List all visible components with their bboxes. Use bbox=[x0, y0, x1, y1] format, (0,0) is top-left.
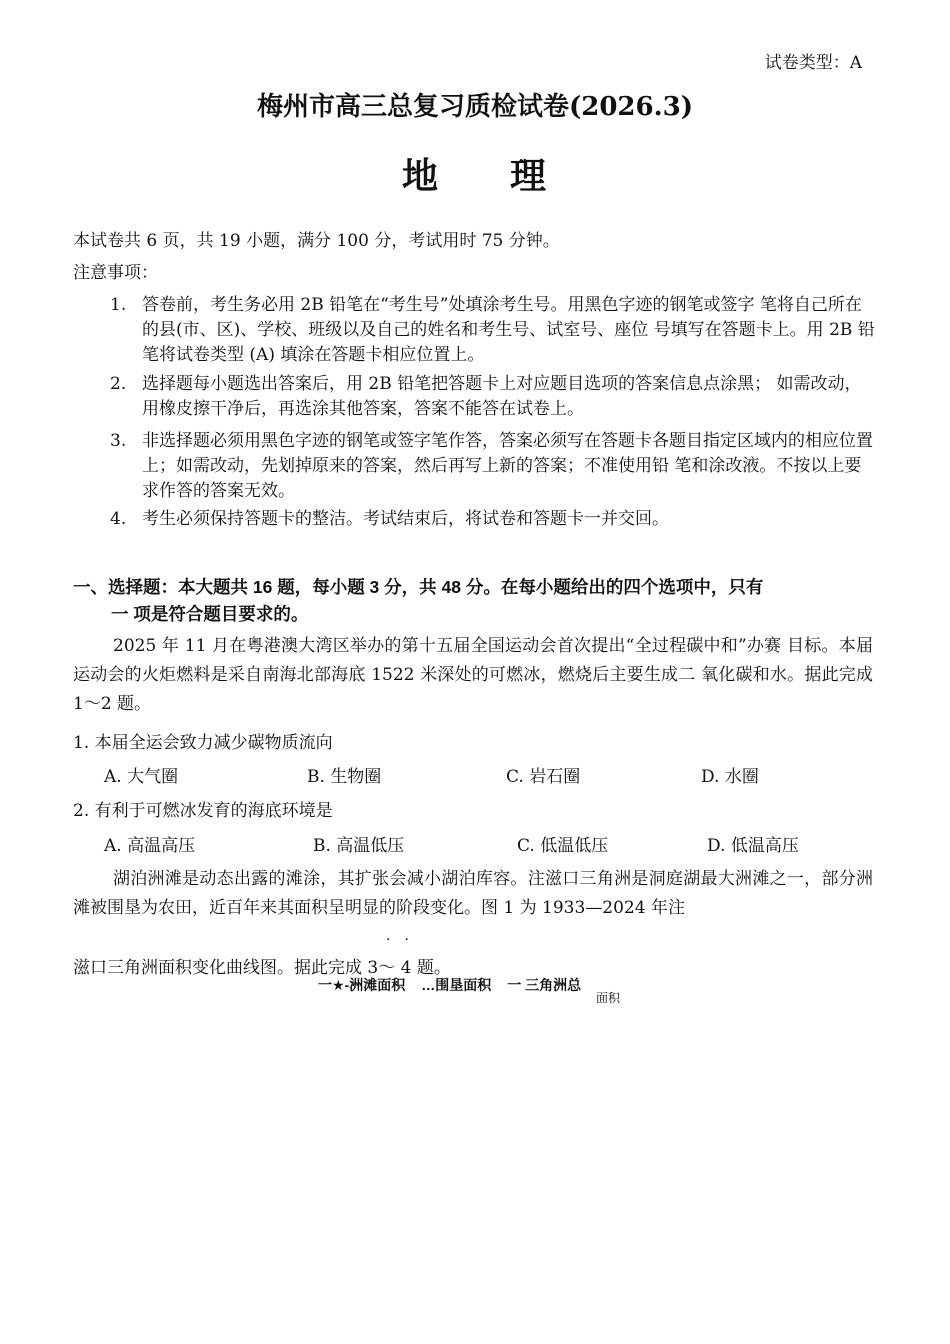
subject-char-1: 地 bbox=[401, 155, 440, 197]
section-heading-line1: 一、选择题：本大题共 16 题，每小题 3 分，共 48 分。在每小题给出的四个选项中，只有 bbox=[73, 577, 764, 597]
emphasis-dots: ·· bbox=[386, 932, 423, 948]
notice-number: 4. bbox=[110, 509, 127, 529]
question-option: B. 高温低压 bbox=[313, 836, 405, 856]
legend-delta-total: 一 三角洲总 bbox=[507, 977, 582, 993]
notice-text: 非选择题必须用黑色字迹的钢笔或签字笔作答，答案必须写在答题卡各题目指定区域内的相应位置上；如需改动，先划掉原来的答案，然后再写上新的答案；不准使用铅 笔和涂改液。不按以上要求作答的答案无效。 bbox=[142, 431, 873, 501]
notice-text: 答卷前，考生务必用 2B 铅笔在“考生号”处填涂考生号。用黑色字迹的钢笔或签字 笔将自己所在的县(市、区)、学校、班级以及自己的姓名和考生号、试室号、座位 号填写在答题卡上。用 2B 铅笔将试卷类型 (A) 填涂在答题卡相应位置上。 bbox=[142, 295, 875, 365]
legend-cutoff-text bbox=[596, 991, 626, 1005]
notice-number: 2. bbox=[110, 374, 127, 394]
section-heading-line2: 一 项是符合题目要求的。 bbox=[111, 604, 309, 624]
notice-item bbox=[110, 372, 875, 422]
notice-item bbox=[110, 293, 875, 368]
figure-legend bbox=[318, 975, 581, 995]
legend-cutoff-label: 面积 bbox=[596, 991, 621, 1005]
exam-intro: 本试卷共 6 页，共 19 小题，满分 100 分，考试用时 75 分钟。 bbox=[73, 231, 560, 251]
passage-2-tail: 滋口三角洲面积变化曲线图。据此完成 3～ 4 题。 bbox=[73, 958, 451, 978]
question-option: C. 岩石圈 bbox=[506, 767, 581, 787]
subject-title bbox=[0, 148, 950, 199]
notice-number: 3. bbox=[110, 431, 127, 451]
exam-type-label: 试卷类型：A bbox=[764, 53, 862, 73]
notice-item bbox=[110, 507, 875, 532]
notice-heading: 注意事项： bbox=[73, 263, 158, 283]
question-option: D. 低温高压 bbox=[707, 836, 799, 856]
question-option: A. 大气圈 bbox=[104, 767, 179, 787]
passage-1-text: 2025 年 11 月在粤港澳大湾区举办的第十五届全国运动会首次提出“全过程碳中和”办赛 目标。本届运动会的火炬燃料是采自南海北部海底 1522 米深处的可燃冰，燃烧后主要生成二 氧化碳和水。据此完成 1～2 题。 bbox=[73, 636, 873, 714]
section-heading bbox=[73, 574, 873, 628]
subject-char-2: 理 bbox=[510, 155, 549, 197]
notice-text: 考生必须保持答题卡的整洁。考试结束后，将试卷和答题卡一并交回。 bbox=[142, 509, 669, 529]
legend-shoal-area: 一★-洲滩面积 bbox=[318, 977, 406, 993]
notice-number: 1. bbox=[110, 295, 127, 315]
question-option: D. 水圈 bbox=[701, 767, 759, 787]
question-option: B. 生物圈 bbox=[307, 767, 382, 787]
notice-text: 选择题每小题选出答案后，用 2B 铅笔把答题卡上对应题目选项的答案信息点涂黑； 如需改动，用橡皮擦干净后，再选涂其他答案，答案不能答在试卷上。 bbox=[142, 374, 862, 419]
page-title: 梅州市高三总复习质检试卷(2026.3) bbox=[256, 92, 694, 122]
question-option: C. 低温低压 bbox=[517, 836, 609, 856]
question-stem: 1. 本届全运会致力减少碳物质流向 bbox=[73, 733, 333, 753]
notice-item bbox=[110, 429, 875, 504]
legend-reclaimed-area: …围垦面积 bbox=[421, 977, 492, 993]
question-stem: 2. 有利于可燃冰发育的海底环境是 bbox=[73, 801, 333, 821]
passage-2-text: 湖泊洲滩是动态出露的滩涂，其扩张会减小湖泊库容。注滋口三角洲是洞庭湖最大洲滩之一，部分洲滩被围垦为农田，近百年来其面积呈明显的阶段变化。图 1 为 1933—2024 年注 bbox=[73, 869, 873, 918]
question-option: A. 高温高压 bbox=[104, 836, 196, 856]
passage-1 bbox=[73, 632, 873, 719]
passage-2 bbox=[73, 865, 873, 923]
